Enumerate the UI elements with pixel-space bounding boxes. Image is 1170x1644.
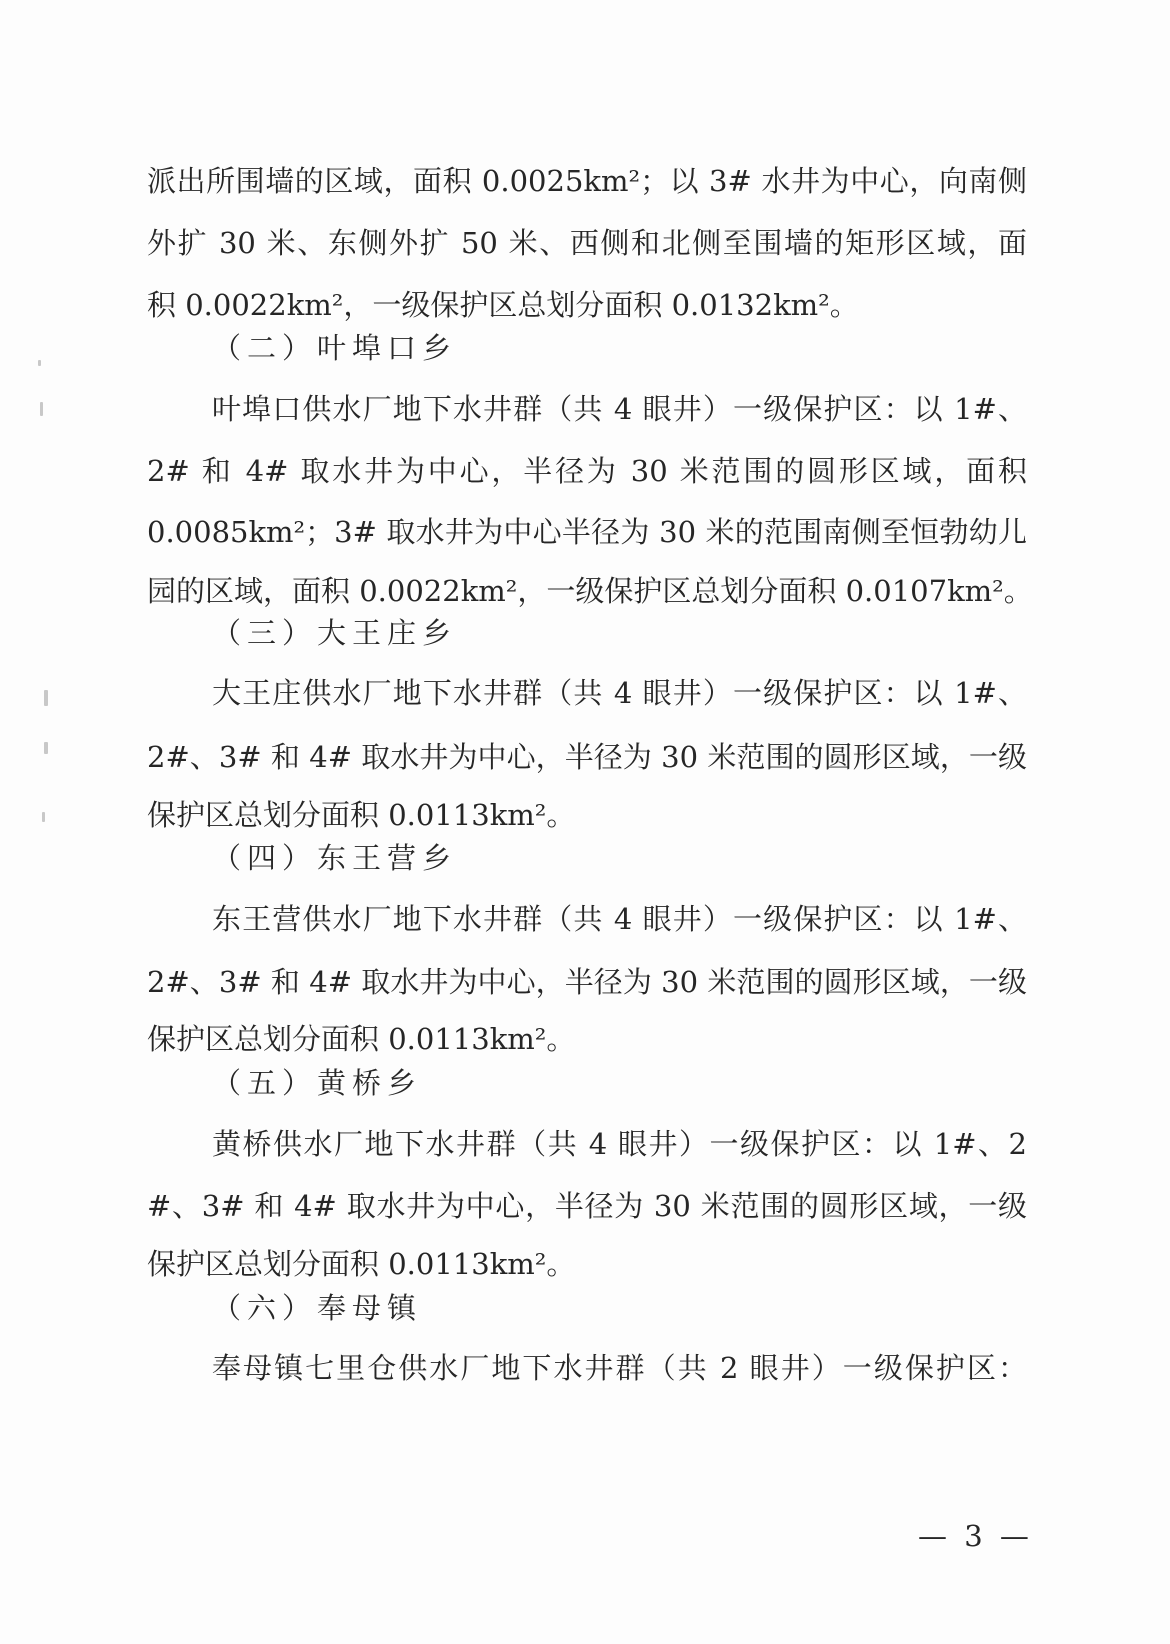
body-text-line: 大王庄供水厂地下水井群（共 4 眼井）一级保护区：以 1#、 xyxy=(212,676,1027,710)
scan-speck xyxy=(44,742,48,754)
scan-speck xyxy=(44,690,48,706)
page-number: — 3 — xyxy=(918,1519,1033,1553)
body-text-line: 派出所围墙的区域，面积 0.0025km²；以 3# 水井为中心，向南侧 xyxy=(147,164,1027,198)
scan-speck xyxy=(40,402,43,416)
body-text-line: 叶埠口供水厂地下水井群（共 4 眼井）一级保护区：以 1#、 xyxy=(212,392,1027,426)
body-text-line: 2#、3# 和 4# 取水井为中心，半径为 30 米范围的圆形区域，一级 xyxy=(147,965,1027,999)
body-text-line: 2# 和 4# 取水井为中心，半径为 30 米范围的圆形区域，面积 xyxy=(147,454,1027,488)
body-text-line: 外扩 30 米、东侧外扩 50 米、西侧和北侧至围墙的矩形区域，面 xyxy=(147,226,1027,260)
body-text-line: 保护区总划分面积 0.0113km²。 xyxy=(147,798,576,832)
body-text-line: 园的区域，面积 0.0022km²，一级保护区总划分面积 0.0107km²。 xyxy=(147,574,1033,608)
body-text-line: 黄桥供水厂地下水井群（共 4 眼井）一级保护区：以 1#、2 xyxy=(212,1127,1027,1161)
body-text-line: 奉母镇七里仓供水厂地下水井群（共 2 眼井）一级保护区： xyxy=(212,1351,1027,1385)
body-text-line: 保护区总划分面积 0.0113km²。 xyxy=(147,1247,576,1281)
body-text-line: 东王营供水厂地下水井群（共 4 眼井）一级保护区：以 1#、 xyxy=(212,902,1027,936)
body-text-line: 积 0.0022km²，一级保护区总划分面积 0.0132km²。 xyxy=(147,288,859,322)
body-text-line: 0.0085km²；3# 取水井为中心半径为 30 米的范围南侧至恒勃幼儿 xyxy=(147,515,1027,549)
scan-speck xyxy=(38,360,41,366)
body-text-line: #、3# 和 4# 取水井为中心，半径为 30 米范围的圆形区域，一级 xyxy=(147,1189,1027,1223)
body-text-line: 保护区总划分面积 0.0113km²。 xyxy=(147,1022,576,1056)
section-heading: （三）大王庄乡 xyxy=(212,616,458,650)
body-text-line: 2#、3# 和 4# 取水井为中心，半径为 30 米范围的圆形区域，一级 xyxy=(147,740,1027,774)
section-heading: （二）叶埠口乡 xyxy=(212,331,458,365)
section-heading: （四）东王营乡 xyxy=(212,841,458,875)
section-heading: （五）黄桥乡 xyxy=(212,1066,423,1100)
section-heading: （六）奉母镇 xyxy=(212,1291,423,1325)
scan-speck xyxy=(42,812,45,822)
